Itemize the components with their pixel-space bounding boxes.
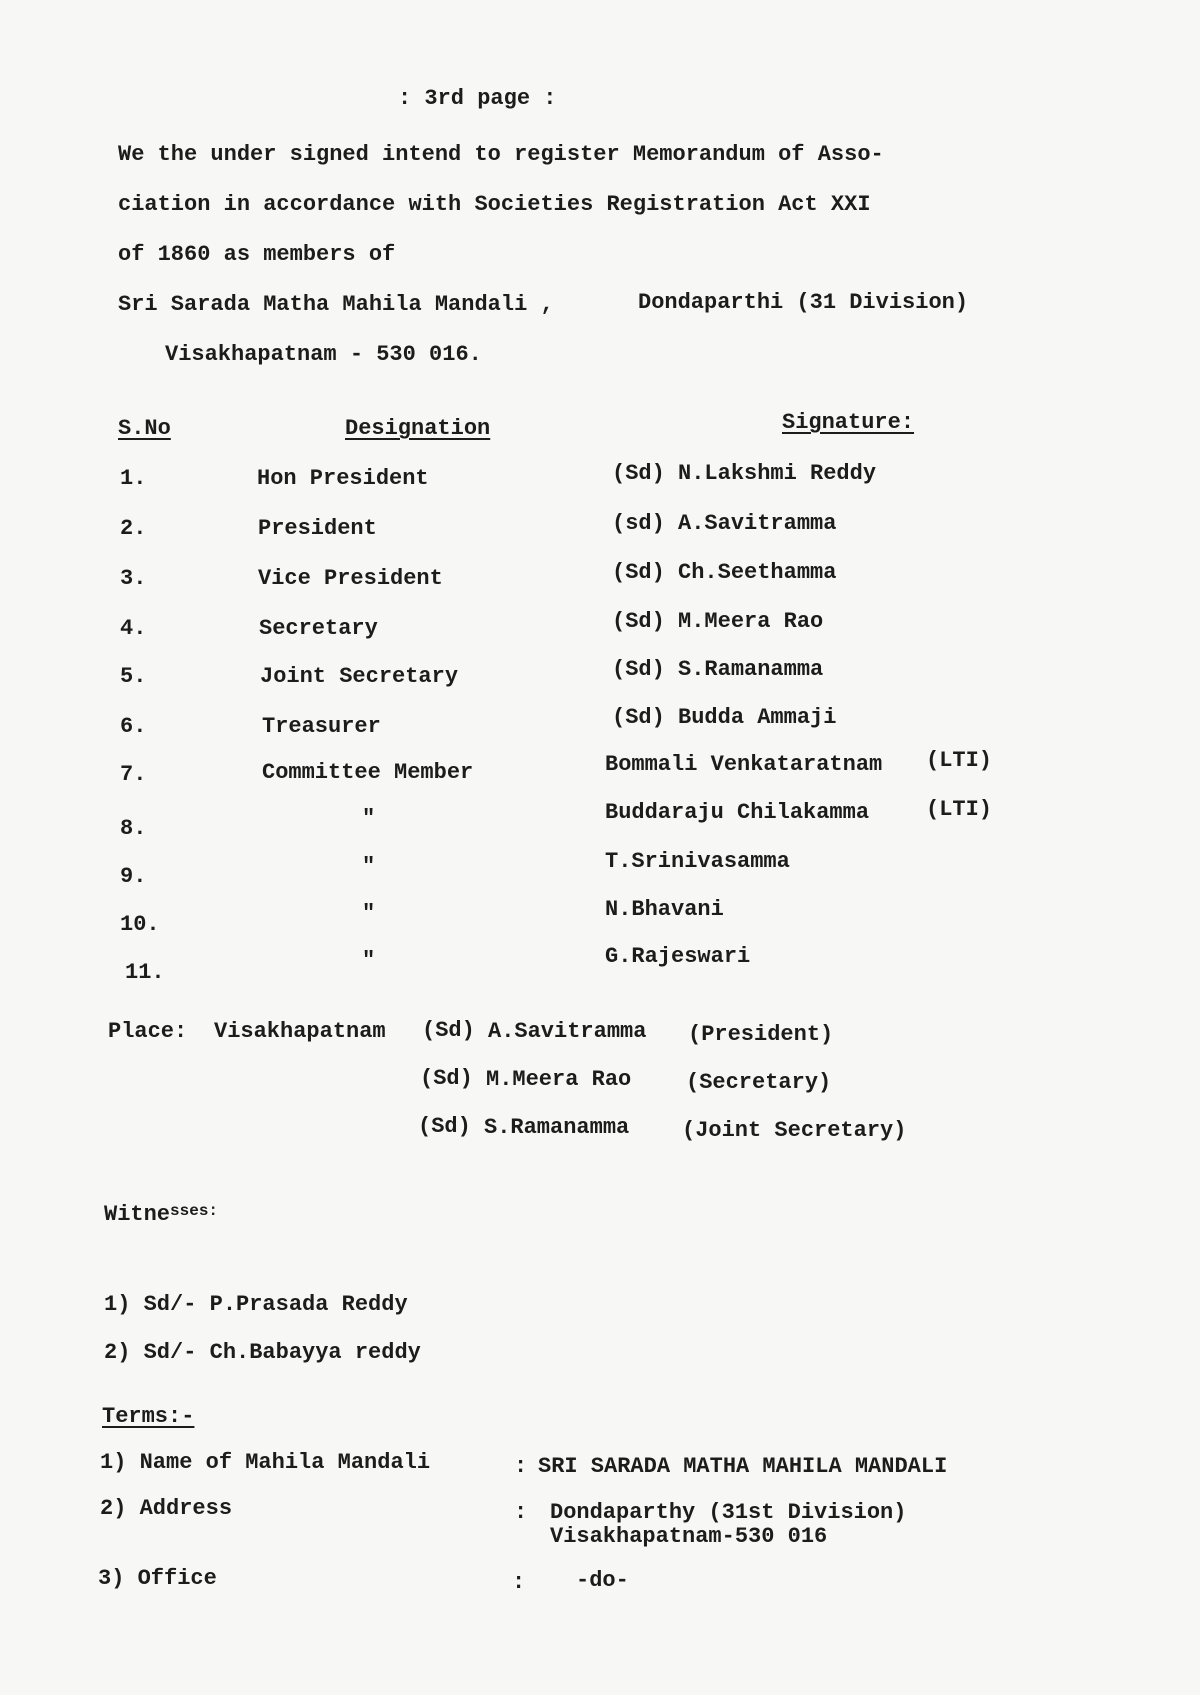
row-designation: President <box>258 516 377 541</box>
signer-role: (Joint Secretary) <box>682 1118 907 1143</box>
row-signature: T.Srinivasamma <box>605 849 790 874</box>
society-city: Visakhapatnam - 530 016. <box>165 342 482 367</box>
term-key: 2) Address <box>100 1496 233 1521</box>
intro-line-1: We the under signed intend to register Memorandum of Asso- <box>118 142 884 167</box>
intro-line-3: of 1860 as members of <box>118 242 396 267</box>
signer-sd: (Sd) <box>422 1018 475 1043</box>
signer-name: A.Savitramma <box>488 1019 647 1044</box>
row-signature: Bommali Venkataratnam <box>605 752 883 777</box>
row-sno: 6. <box>120 714 147 739</box>
row-signature: (Sd) S.Ramanamma <box>612 657 824 682</box>
term-sep: : <box>514 1500 528 1525</box>
term-value-line2: Visakhapatnam-530 016 <box>550 1524 828 1549</box>
row-designation: Committee Member <box>262 760 474 785</box>
row-sno: 3. <box>120 566 147 591</box>
header-signature: Signature: <box>782 410 915 435</box>
terms-label: Terms:- <box>102 1404 195 1429</box>
row-sno: 10. <box>120 912 160 937</box>
row-note: (LTI) <box>926 797 993 822</box>
row-signature: (sd) A.Savitramma <box>612 511 837 536</box>
row-signature: Buddaraju Chilakamma <box>605 800 870 825</box>
row-signature: (Sd) Budda Ammaji <box>612 705 837 730</box>
row-designation: Hon President <box>257 466 429 491</box>
signer-sd: (Sd) <box>418 1114 471 1139</box>
row-note: (LTI) <box>926 748 993 773</box>
row-designation: Vice President <box>258 566 443 591</box>
term-value: Dondaparthy (31st Division) <box>550 1500 907 1525</box>
signer-role: (Secretary) <box>686 1070 832 1095</box>
row-signature: (Sd) Ch.Seethamma <box>612 560 837 585</box>
term-sep: : <box>514 1454 528 1479</box>
place-city: Visakhapatnam <box>214 1019 386 1044</box>
row-designation: Treasurer <box>262 714 381 739</box>
term-key: 3) Office <box>98 1566 217 1591</box>
signer-role: (President) <box>688 1022 834 1047</box>
term-sep: : <box>512 1570 526 1595</box>
term-key: 1) Name of Mahila Mandali <box>100 1450 431 1475</box>
row-designation: Secretary <box>259 616 378 641</box>
intro-line-2: ciation in accordance with Societies Registration Act XXI <box>118 192 871 217</box>
term-value: -do- <box>576 1568 629 1593</box>
row-sno: 7. <box>120 762 147 787</box>
signer-name: M.Meera Rao <box>486 1067 632 1092</box>
witnesses-label: Witne$^{sses:}$ <box>104 1202 219 1227</box>
row-sno: 1. <box>120 466 147 491</box>
witness-item: 2) Sd/- Ch.Babayya reddy <box>104 1340 421 1365</box>
row-signature: (Sd) N.Lakshmi Reddy <box>612 461 877 486</box>
society-name: Sri Sarada Matha Mahila Mandali , <box>118 292 554 317</box>
term-value: SRI SARADA MATHA MAHILA MANDALI <box>538 1454 948 1479</box>
witness-item: 1) Sd/- P.Prasada Reddy <box>104 1292 408 1317</box>
row-sno: 11. <box>125 960 165 985</box>
row-designation: " <box>362 948 376 973</box>
row-sno: 4. <box>120 616 147 641</box>
header-sno: S.No <box>118 416 171 441</box>
row-signature: N.Bhavani <box>605 897 724 922</box>
header-designation: Designation <box>345 416 491 441</box>
signer-sd: (Sd) <box>420 1066 473 1091</box>
row-signature: (Sd) M.Meera Rao <box>612 609 824 634</box>
row-designation: Joint Secretary <box>260 664 459 689</box>
row-designation: " <box>362 806 376 831</box>
page-header: : 3rd page : <box>398 86 557 111</box>
row-designation: " <box>362 854 376 879</box>
row-signature: G.Rajeswari <box>605 944 751 969</box>
row-designation: " <box>362 901 376 926</box>
row-sno: 9. <box>120 864 147 889</box>
society-locality: Dondaparthi (31 Division) <box>638 290 969 315</box>
place-label: Place: <box>108 1019 188 1044</box>
row-sno: 8. <box>120 816 147 841</box>
row-sno: 2. <box>120 516 147 541</box>
signer-name: S.Ramanamma <box>484 1115 630 1140</box>
row-sno: 5. <box>120 664 147 689</box>
